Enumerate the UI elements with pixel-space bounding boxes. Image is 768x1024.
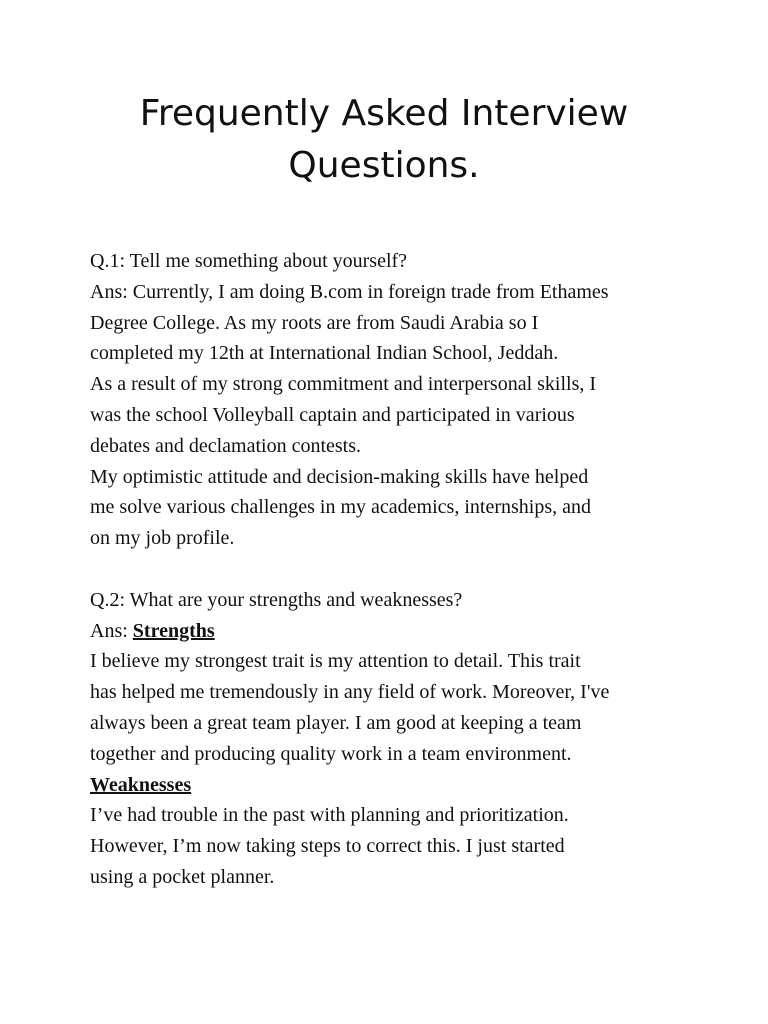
answer-1-line: Ans: Currently, I am doing B.com in foreign trade from Ethames [90, 280, 609, 303]
question-2: Q.2: What are your strengths and weaknesses? [90, 588, 463, 611]
answer-1-line: My optimistic attitude and decision-making skills have helped [90, 465, 589, 488]
strengths-line: has helped me tremendously in any field of work. Moreover, I've [90, 681, 610, 704]
title-line-2: Questions. [288, 145, 480, 186]
weaknesses-heading: Weaknesses [90, 773, 192, 796]
answer-1-line: Degree College. As my roots are from Saudi Arabia so I [90, 311, 539, 334]
strengths-line: together and producing quality work in a team environment. [90, 742, 572, 765]
answer-1-line: completed my 12th at International Indian School, Jeddah. [90, 342, 559, 365]
page-title [40, 88, 728, 192]
answer-2-intro [90, 616, 710, 647]
strengths-heading: Strengths [132, 619, 215, 642]
strengths-line: always been a great team player. I am good at keeping a team [90, 711, 582, 734]
answer-1-line: debates and declamation contests. [90, 434, 362, 457]
title-line-1: Frequently Asked Interview [139, 93, 629, 134]
weaknesses-line: However, I’m now taking steps to correct this. I just started [90, 835, 565, 858]
strengths-line: I believe my strongest trait is my attention to detail. This trait [90, 650, 581, 673]
answer-1-line: was the school Volleyball captain and participated in various [90, 403, 575, 426]
answer-1-line: As a result of my strong commitment and interpersonal skills, I [90, 373, 597, 396]
section-spacer [90, 554, 710, 585]
question-1: Q.1: Tell me something about yourself? [90, 250, 408, 272]
answer-1-line: on my job profile. [90, 527, 235, 550]
weaknesses-line: I’ve had trouble in the past with planning and prioritization. [90, 804, 569, 827]
weaknesses-line: using a pocket planner. [90, 865, 275, 888]
question-2-section [90, 585, 710, 893]
document-body [90, 246, 710, 893]
question-1-section [90, 246, 710, 554]
ans-prefix: Ans: [90, 619, 133, 642]
answer-1-line: me solve various challenges in my academics, internships, and [90, 496, 591, 519]
